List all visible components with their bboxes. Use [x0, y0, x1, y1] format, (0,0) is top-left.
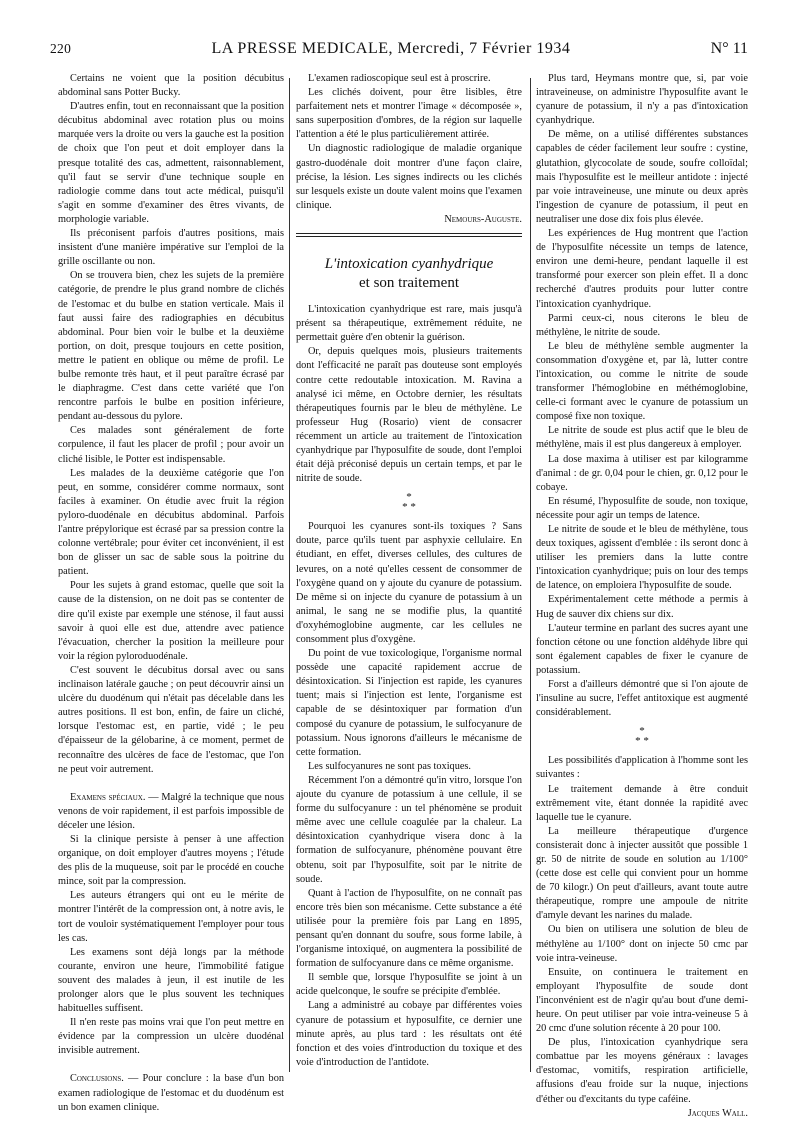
paragraph: Certains ne voient que la position décubitus abdominal sans Potter Bucky.	[58, 73, 284, 99]
paragraph: Les expériences de Hug montrent que l'action de l'hyposulfite nécessite un temps de latence, environ une demi-heure, pendant laquelle il est transformé pour exercer son plein effet. Il a donc recherché d'autres produits pour lutter contre l'intoxication cyanhydrique.	[536, 228, 748, 310]
paragraph: Les malades de la deuxième catégorie que l'on peut, en somme, considérer comme normaux, sont faciles à examiner. On étudie avec fruit la région pyloro-duodénale en décubitus abdominal. Parfois l'antre prépylorique est écrasé par sa pression contre la colonne vertébrale; pour éviter cet inconvénient, il est bon de glisser un sac de sable sous la poitrine du patient.	[58, 467, 284, 578]
paragraph: Le traitement demande à être conduit extrêmement vite, étant donnée la rapidité avec laquelle tue le cyanure.	[536, 783, 748, 823]
paragraph: Du point de vue toxicologique, l'organisme normal possède une capacité rapidement accrue de désintoxication. Si l'injection est rapide, les cyanures tuent; mais si l'injection est lente, l'organisme est capable de se désintoxiquer par formation d'un composé du cyanure de potassium, le sulfocyanure de potassium. Nous ignorons d'ailleurs le mécanisme de cette formation.	[296, 648, 522, 758]
paragraph: La dose maxima à utiliser est par kilogramme d'animal : de gr. 0,04 pour le chien, gr. 0,12 pour le cobaye.	[536, 453, 748, 493]
paragraph: Ensuite, on continuera le traitement en employant l'hyposulfite de soude dont l'inconvénient est de n'agir qu'au bout d'une demi-heure. On peut utiliser par voie intra-veineuse 5 à 20 cmc d'une solution récente à 20 pour 100.	[536, 966, 748, 1035]
paragraph: Un diagnostic radiologique de maladie organique gastro-duodénale doit montrer d'une façon claire, précise, la lésion. Les signes indirects ou les clichés sur lesquels existe un doute valent moins que l'examen clinique.	[296, 143, 522, 211]
page-number: 220	[50, 41, 72, 56]
paragraph	[58, 1072, 284, 1114]
paragraph: Le nitrite de soude et le bleu de méthylène, tous deux toxiques, agissent d'emblée : ils seront donc à utiliser les premiers dans la lutte contre l'intoxication cyanhydrique; puis on lour des temps de latence, on emploiera l'hyposulfite de soude.	[536, 524, 748, 592]
section-heading: Examens spéciaux.	[70, 791, 146, 803]
paragraph: Il semble que, lorsque l'hyposulfite se joint à un acide quelconque, le soufre se précipite d'emblée.	[296, 972, 522, 998]
paragraph: Expérimentalement cette méthode a permis à Hug de sauver dix chiens sur dix.	[536, 594, 748, 620]
column-2	[296, 72, 522, 1070]
paragraph: Les sulfocyanures ne sont pas toxiques.	[308, 760, 472, 772]
paragraph: Si la clinique persiste à penser à une affection organique, on doit employer d'autres moyens ; l'étude des plis de la muqueuse, soit par le procédé en couche mince, soit par la compression.	[58, 833, 284, 888]
column-1	[58, 72, 284, 1115]
article-title-line-1: L'intoxication cyanhydrique	[324, 256, 494, 273]
paragraph: Les possibilités d'application à l'homme sont les suivantes :	[536, 755, 748, 781]
paragraph: La meilleure thérapeutique d'urgence consisterait donc à injecter aussitôt que possible 1 gr. 50 de nitrite de soude en solution au 1/100° (cette dose est celle qui convient pour un homme de 70 kilogr.) On peut d'ailleurs, avant toute autre thérapeutique, rompre une ampoule de nitrite d'amyle devant les narines du malade.	[536, 825, 748, 922]
paragraph: L'intoxication cyanhydrique est rare, mais jusqu'à présent sa thérapeutique, extrêmement réduite, ne permettait guère d'en obtenir la guérison.	[296, 304, 522, 344]
page-header	[50, 40, 748, 70]
section-rule	[296, 233, 522, 234]
paragraph: De plus, l'intoxication cyanhydrique sera combattue par les moyens généraux : lavages d'estomac, vomitifs, respiration artificielle, affusions d'eau froide sur la nuque, injections d'éther ou d'excitants du type caféine.	[536, 1037, 748, 1105]
paragraph: Forst a d'ailleurs démontré que si l'on ajoute de l'insuline au sucre, l'effet antitoxique est augmenté considérablement.	[536, 679, 748, 719]
paragraph: Le nitrite de soude est plus actif que le bleu de méthylène, mais il est plus dangereux à employer.	[536, 425, 748, 451]
author-signature: Nemours-Auguste.	[444, 213, 522, 225]
paragraph: Pour les sujets à grand estomac, quelle que soit la cause de la distension, on ne doit pas se contenter de dire qu'il existe par exemple une sténose, il faut aussi savoir à quoi elle est due, attendre avec patience l'évacuation, chercher la position la meilleure pour voir la région pyloroduodénale.	[58, 580, 284, 662]
paragraph	[58, 791, 284, 833]
paragraph: Pourquoi les cyanures sont-ils toxiques ? Sans doute, parce qu'ils tuent par asphyxie cellulaire. En étudiant, en effet, diverses cellules, des cultures de levures, on a noté qu'elles cessent de consommer de l'oxygène quand on y ajoute du cyanure de potassium. De même si on injecte du cyanure de potassium à un animal, le sang ne se modifie plus, la quantité d'oxyhémoglobine augmente, car les cellules ne consomment plus d'oxygène.	[296, 521, 522, 645]
text-columns	[50, 72, 750, 1119]
section-heading: Conclusions.	[70, 1073, 124, 1085]
column-3	[536, 72, 748, 1121]
paragraph: Or, depuis quelques mois, plusieurs traitements dont l'efficacité ne paraît pas douteuse sont employés contre cette redoutable intoxication. M. Ravina a analysé ici même, en Octobre dernier, les résultats thérapeutiques fournis par le bleu de méthylène. Le professeur Hug (Rosario) vient de consacrer récemment un article au traitement de l'intoxication cyanhydrique par l'hyposulfite de soude, dont l'emploi était déjà préconisé depuis un certain temps, et par le nitrite de soude.	[296, 346, 522, 485]
paragraph: Il n'en reste pas moins vrai que l'on peut mettre en évidence par la compression un ulcère duodénal invisible autrement.	[58, 1017, 284, 1057]
paragraph: Parmi ceux-ci, nous citerons le bleu de méthylène, le nitrite de soude.	[536, 312, 748, 338]
journal-title: LA PRESSE MEDICALE, Mercredi, 7 Février 1934	[211, 40, 571, 57]
article-title-line-2: et son traitement	[359, 275, 459, 292]
paragraph: En résumé, l'hyposulfite de soude, non toxique, nécessite pour agir un temps de latence.	[536, 495, 748, 521]
paragraph: Les clichés doivent, pour être lisibles, être parfaitement nets et montrer l'image « décomposée », sans superposition d'ombres, de la région sur laquelle l'attention a été le plus particulièrement attirée.	[296, 87, 522, 141]
paragraph-text: — Pour conclure : la base d'un bon examen radiologique de l'estomac et du duodénum est un bon examen clinique.	[58, 1073, 284, 1113]
paragraph: L'auteur termine en parlant des sucres ayant une fonction cétone ou une fonction aldéhyde libre qui sont également capables de fixer le cyanure de potassium.	[536, 622, 748, 676]
column-divider	[530, 78, 531, 1072]
paragraph-text: — Malgré la technique que nous venons de voir rapidement, il est parfois impossible de déceler une lésion.	[58, 791, 284, 831]
section-rule	[296, 236, 522, 237]
paragraph: C'est souvent le décubitus dorsal avec ou sans inclinaison latérale gauche ; on peut découvrir ainsi un ulcère du duodénum qui n'était pas décelable dans les autres positions. Il est bon, enfin, de faire un cliché, lorsque l'estomac est, en partie, vidé ; le peu d'épaisseur de la gélobarine, à ce moment, permet de reconnaître des ulcères de face de l'estomac, que l'on ne peut voir autrement.	[58, 664, 284, 775]
paragraph: Plus tard, Heymans montre que, si, par voie intraveineuse, on administre l'hyposulfite avant le cyanure de potassium, il n'y a pas d'intoxication cyanhydrique.	[536, 73, 748, 127]
paragraph: D'autres enfin, tout en reconnaissant que la position décubitus abdominal avec rotation plus ou moins marquée vers la droite ou vers la gauche est la position de choix que l'on peut et doit employer dans la presque totalité des cas, admettent, raisonnablement, qu'il faut se servir d'une technique souple en radiologie comme dans tout acte médical, puisqu'il s'agit en somme d'examiner des êtres vivants, de morphologie variable.	[58, 101, 284, 225]
column-divider	[289, 78, 290, 1072]
paragraph: Les examens sont déjà longs par la méthode courante, environ une heure, l'immobilité fatigue souvent des malades à jeun, il est inutile de les prolonger alors que le plus souvent les techniques habituelles suffisent.	[58, 946, 284, 1015]
paragraph: Récemment l'on a démontré qu'in vitro, lorsque l'on ajoute du cyanure de potassium à une cellule, il se forme du sulfocyanure : un tel phénomène se produit même avec une cellule coagulée par la chaleur. La désintoxication cyanhydrique visera donc à la formation de sulfocyanure, phénomène pouvant être obtenu, soit par l'hyposulfite, soit par le nitrite de soude.	[296, 774, 522, 885]
asterism: * * *	[635, 725, 649, 748]
asterism: * * *	[402, 491, 416, 514]
article-title	[296, 255, 522, 293]
author-signature: Jacques Wall.	[687, 1107, 748, 1119]
paragraph: L'examen radioscopique seul est à proscrire.	[308, 73, 491, 84]
issue-number: N° 11	[710, 40, 748, 57]
paragraph: Ou bien on utilisera une solution de bleu de méthylène au 1/100° dont on injecte 50 cmc par voie intra-veineuse.	[536, 924, 748, 964]
paragraph: Ces malades sont généralement de forte corpulence, il faut les placer de profil ; pour avoir un cliché lisible, le Potter est indispensable.	[58, 425, 284, 465]
paragraph: Le bleu de méthylène semble augmenter la consommation d'oxygène et, par là, lutter contre l'intoxication, ou comme le nitrite de soude transformer l'hémoglobine en méthémoglobine, celle-ci formant avec le cyanure de potassium un composé fixe non toxique.	[536, 340, 748, 423]
paragraph: De même, on a utilisé différentes substances capables de céder facilement leur soufre : cystine, glutathion, glycocolate de soude, soufre colloïdal; mais l'hyposulfite est le meilleur antidote : injecté par voie intraveineuse, une minute ou deux après l'ingestion de cyanure de potassium, il peut en neutraliser une dose dix fois plus élevée.	[536, 129, 748, 225]
paragraph: Les auteurs étrangers qui ont eu le mérite de montrer l'intérêt de la compression ont, à notre avis, le tort de vouloir systématiquement l'employer pour tous les cas.	[58, 890, 284, 944]
paragraph: Quant à l'action de l'hyposulfite, on ne connaît pas encore très bien son mécanisme. Cette substance a été utilisée pour la première fois par Lang en 1895, pensant qu'en donnant du soufre, sous forme labile, à l'organisme intoxiqué, on augmentera la possibilité de formation de sulfocyanure dans ce même organisme.	[296, 887, 522, 970]
paragraph: On se trouvera bien, chez les sujets de la première catégorie, de prendre le plus grand nombre de clichés de l'estomac et du bulbe en station verticale. Mais il faut aussi faire des radiographies en décubitus abdominal. Pour bien voir le bulbe et la deuxième portion, on doit, presque toujours en cette position, mettre le patient en oblique ou même de profil. Le bulbe remonte très haut, et il peut paraître écrasé par le diaphragme. C'est dans cette variété que l'on rencontre parfois le bulbe en position inférieure, pendant au-dessous du pylore.	[58, 270, 284, 423]
paragraph: Ils préconisent parfois d'autres positions, mais insistent d'une manière impérative sur l'emploi de la grille oscillante ou non.	[58, 228, 284, 268]
paragraph: Lang a administré au cobaye par différentes voies cyanure de potassium et hyposulfite, ce dernier une minute après, au plus tard : les résultats ont été fonction et des voies d'introduction du toxique et des voie d'introduction de l'antidote.	[296, 1000, 522, 1068]
